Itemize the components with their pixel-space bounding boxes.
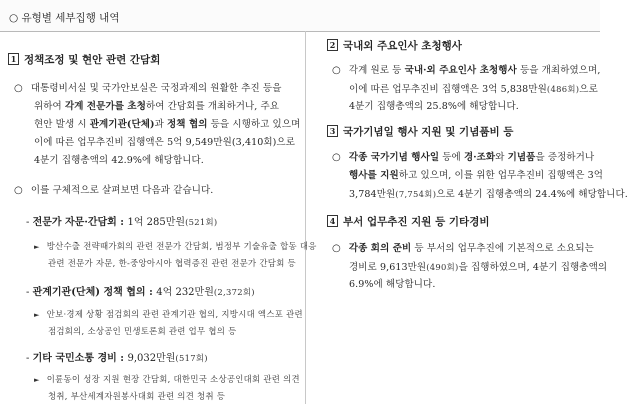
paragraph-line [332,62,600,80]
paragraph-line: 4분기 집행총액의 42.9%에 해당합니다. [34,155,204,166]
text: 하여 간담회를 개최하거나, 주요 [145,101,280,112]
emphasis: 관계기관(단체) [89,119,155,130]
text: 등 부서의 업무추진에 기본적으로 소요되는 [411,243,594,254]
subitem-count: (521회) [185,217,218,227]
dash-icon: - [26,287,33,298]
subitem-count: (517회) [175,353,208,363]
text: 위하여 [34,101,65,112]
section-4-heading [327,214,489,229]
circle-bullet-icon: ○ [332,243,341,254]
text: 으로 [579,84,598,95]
circle-bullet-icon: ○ [332,65,341,76]
emphasis: 행사를 지원 [349,170,399,181]
paragraph-line [349,167,603,185]
paragraph-line [14,80,281,98]
text: 대통령비서실 및 국가안보실은 국정과제의 원활한 추진 등을 [30,83,282,94]
triangle-bullet-icon: ► [34,311,40,319]
subitem-heading [26,349,208,364]
subitem-heading [26,283,255,298]
text: 하고 있으며, 이를 위한 업무추진비 집행액은 3억 [398,170,604,181]
text: 각계 원로 등 [348,65,405,76]
text: 이에 따른 업무추진비 집행액은 3억 5,838만원 [349,84,547,95]
text: 을 증정하거나 [535,152,595,163]
paragraph-line [332,149,594,167]
text: 을 집행하였으며, 4분기 집행총액의 [458,262,608,273]
section-title: 정책조정 및 현안 관련 간담회 [24,54,161,66]
paragraph-line [34,116,300,134]
count: (7,754회) [395,189,437,199]
text: 으로 4분기 집행총액의 24.4%에 해당합니다. [436,189,628,200]
section-title: 국내외 주요인사 초청행사 [343,40,462,52]
page-title: ○ 유형별 세부집행 내역 [9,12,120,24]
section-title: 국가기념일 행사 지원 및 기념품비 등 [343,126,514,138]
section-number-box: 3 [327,125,338,137]
dash-icon: - [26,217,33,228]
header-bar [0,0,600,32]
emphasis: 각종 회의 준비 [348,243,412,254]
dash-icon: - [26,353,33,364]
column-divider [305,31,306,404]
text: 등에 [439,152,464,163]
paragraph-line: 이에 따른 업무추진비 집행액은 5억 9,549만원(3,410회)으로 [34,137,296,148]
subitem-value: 1억 285만원 [127,217,186,228]
section-1-heading [8,52,160,67]
subitem-value: 4억 232만원 [156,287,214,298]
text: 현안 발생 시 [34,119,90,130]
emphasis: 각계 전문가를 초청 [64,101,146,112]
text: 경비로 9,613만원 [349,262,427,273]
subitem-label: 기타 국민소통 경비 : [32,353,128,364]
text: 방산수출 전략때가회의 관련 전문가 간담회, 범정부 기술유출 합동 대응 [46,241,317,251]
detail-line [34,308,303,320]
detail-line: 점검회의, 소상공인 민생토론회 관련 업무 협의 등 [48,326,237,336]
section-number-box: 2 [327,39,338,51]
circle-bullet-icon: ○ [14,83,23,94]
count: (486회) [546,84,580,94]
paragraph-line [14,182,213,200]
text: 이륜동이 성장 지원 현장 간담회, 대한민국 소상공인대회 관련 의견 [46,374,300,384]
emphasis: 국내·외 주요인사 초청행사 [404,65,517,76]
text: 등을 시행하고 있으며 [207,119,301,130]
emphasis: 경·조화 [463,152,496,163]
detail-line [34,240,317,252]
text: 3,784만원 [349,189,396,200]
subitem-count: (2,372회) [213,287,255,297]
text: 이를 구체적으로 살펴보면 다음과 같습니다. [30,185,214,196]
subitem-label: 전문가 자문·간담회 : [32,217,128,228]
paragraph-line [332,240,594,258]
section-3-heading [327,124,513,139]
paragraph-line [349,258,607,277]
circle-bullet-icon: ○ [332,152,341,163]
paragraph-line: 4분기 집행총액의 25.8%에 해당합니다. [349,101,519,112]
paragraph-line [349,80,598,99]
count: (490회) [426,262,459,272]
section-number-box: 1 [8,53,19,65]
section-2-heading [327,38,462,53]
detail-line [34,373,300,385]
detail-line: 관련 전문가 자문, 한-중앙아시아 협력증진 관련 전문가 간담회 등 [48,258,296,268]
circle-bullet-icon: ○ [14,185,23,196]
text: 와 [495,152,508,163]
subitem-value: 9,032만원 [127,353,176,364]
text: 등을 개최하였으며, [516,65,601,76]
subitem-label: 관계기관(단체) 정책 협의 : [32,287,157,298]
paragraph-line [34,98,279,116]
text: 안보·경제 상황 점검회의 관련 관계기관 협의, 지방시대 엑스포 관련 [46,309,303,319]
emphasis: 정책 협의 [167,119,208,130]
emphasis: 각종 국가기념 행사일 [348,152,440,163]
text: 과 [154,119,168,130]
section-number-box: 4 [327,215,338,227]
emphasis: 기념품 [507,152,536,163]
section-title: 부서 업무추진 지원 등 기타경비 [343,216,490,228]
paragraph-line: 6.9%에 해당합니다. [349,279,436,290]
triangle-bullet-icon: ► [34,376,40,384]
paragraph-line [349,185,628,204]
detail-line: 청취, 부산세계자원봉사대회 관련 의견 청취 등 [48,391,226,401]
triangle-bullet-icon: ► [34,243,40,251]
subitem-heading [26,213,218,228]
